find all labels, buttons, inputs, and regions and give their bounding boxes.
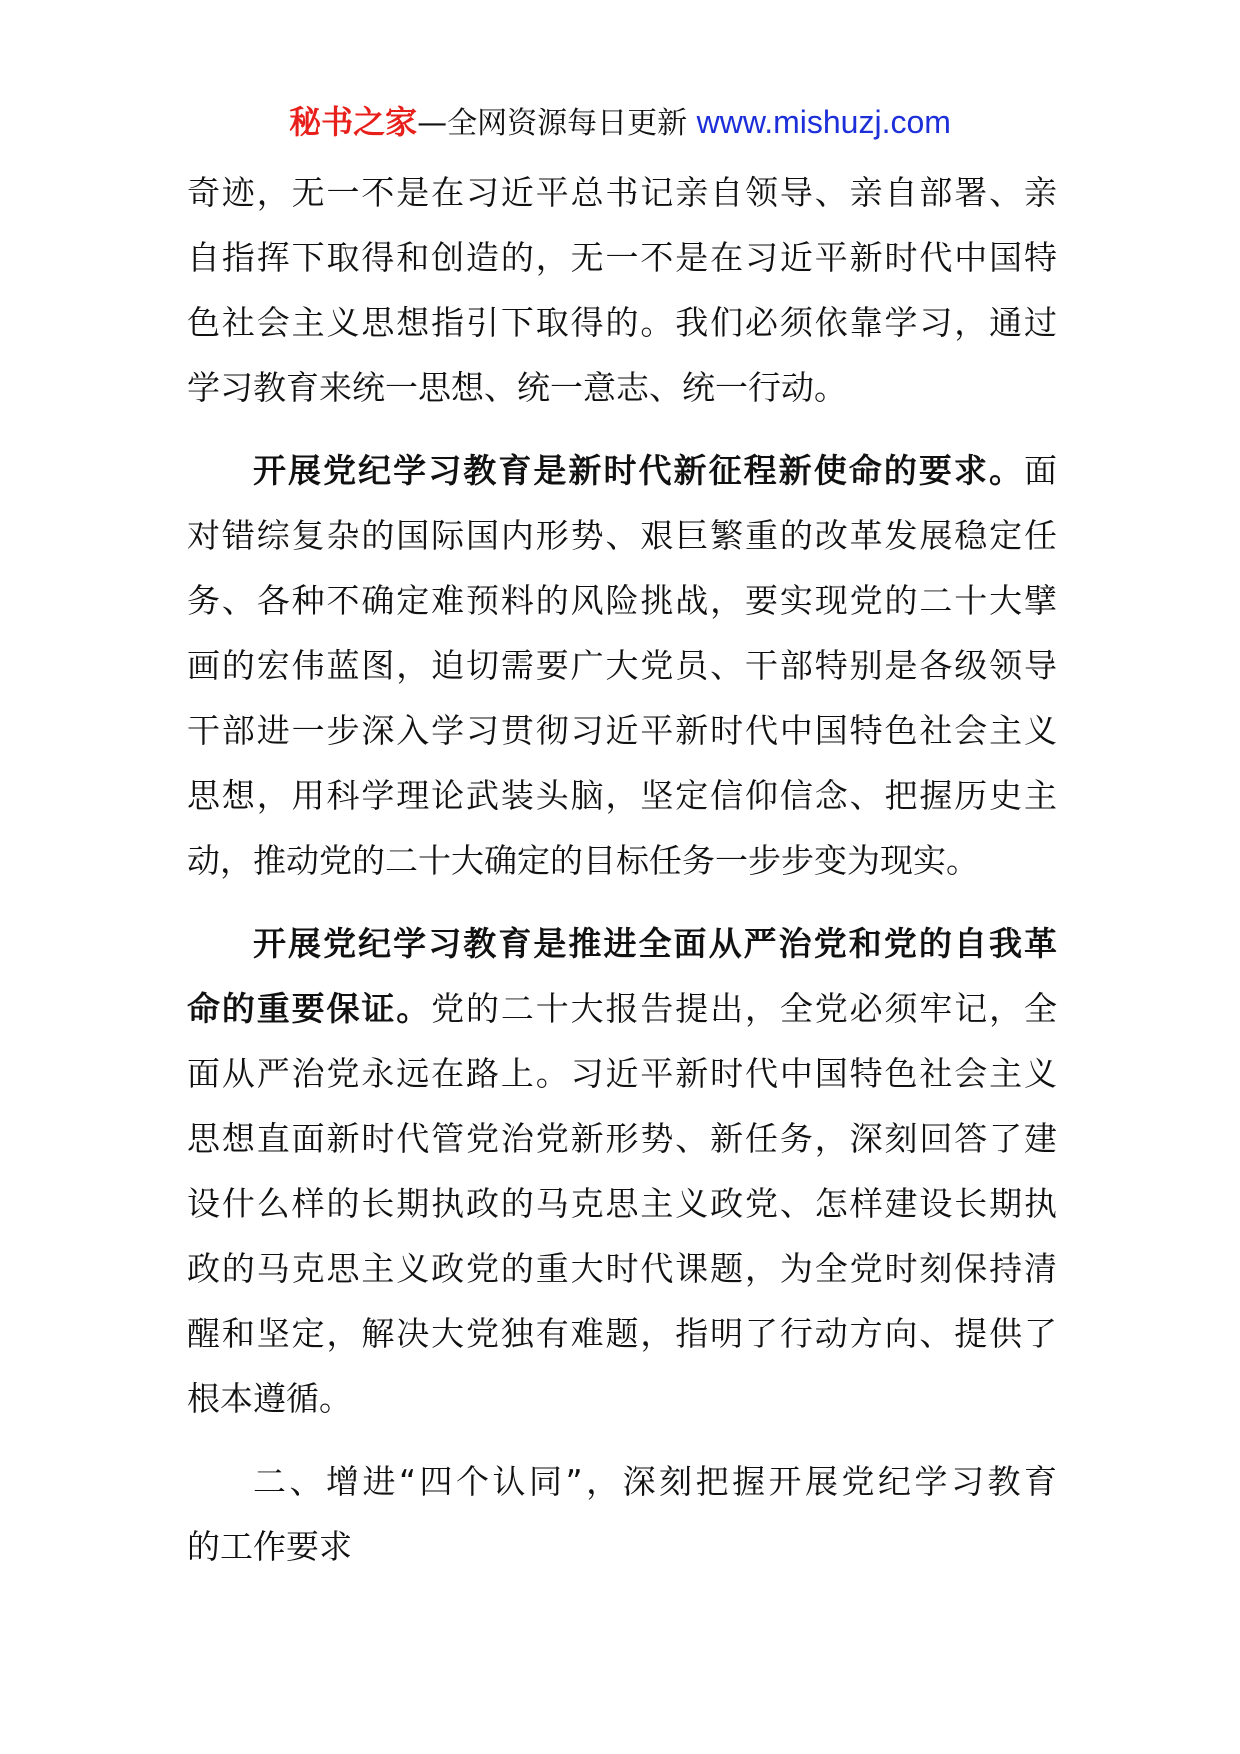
text-line: 色社会主义思想指引下取得的。我们必须依靠学习，通过	[187, 303, 1057, 342]
text-line: 政的马克思主义政党的重大时代课题，为全党时刻保持清	[187, 1249, 1057, 1288]
text-line: 动，推动党的二十大确定的目标任务一步步变为现实。	[187, 841, 979, 880]
text-line: 学习教育来统一思想、统一意志、统一行动。	[187, 368, 847, 407]
text-line: 思想，用科学理论武装头脑，坚定信仰信念、把握历史主	[187, 776, 1057, 815]
site-tagline: —全网资源每日更新	[417, 106, 697, 141]
text-line: 二、增进“四个认同”，深刻把握开展党纪学习教育	[253, 1462, 1057, 1501]
text-line: 奇迹，无一不是在习近平总书记亲自领导、亲自部署、亲	[187, 173, 1057, 212]
paragraph-2	[187, 438, 1057, 893]
bold-heading: 开展党纪学习教育是新时代新征程新使命的要求。	[253, 451, 1024, 490]
site-name: 秘书之家	[289, 103, 418, 141]
text-line: 设什么样的长期执政的马克思主义政党、怎样建设长期执	[187, 1184, 1057, 1223]
text-line: 干部进一步深入学习贯彻习近平新时代中国特色社会主义	[187, 711, 1057, 750]
text-line: 的工作要求	[187, 1527, 352, 1566]
text-line: 根本遵循。	[187, 1379, 352, 1418]
bold-heading: 命的重要保证。	[187, 989, 432, 1028]
section-heading	[187, 1449, 1057, 1579]
text-line: 对错综复杂的国际国内形势、艰巨繁重的改革发展稳定任	[187, 516, 1057, 555]
bold-heading: 开展党纪学习教育是推进全面从严治党和党的自我革	[253, 924, 1057, 963]
text-line: 开展党纪学习教育是新时代新征程新使命的要求。面	[253, 451, 1057, 490]
paragraph-1	[187, 160, 1057, 420]
text-line: 画的宏伟蓝图，迫切需要广大党员、干部特别是各级领导	[187, 646, 1057, 685]
document-body	[187, 160, 1057, 1579]
text-line: 命的重要保证。党的二十大报告提出，全党必须牢记，全	[187, 989, 1057, 1028]
paragraph-3	[187, 911, 1057, 1431]
text-line: 醒和坚定，解决大党独有难题，指明了行动方向、提供了	[187, 1314, 1057, 1353]
site-url-link[interactable]: www.mishuzj.com	[696, 104, 951, 140]
text-line	[187, 911, 1057, 976]
text-line: 务、各种不确定难预料的风险挑战，要实现党的二十大擘	[187, 581, 1057, 620]
text-line: 自指挥下取得和创造的，无一不是在习近平新时代中国特	[187, 238, 1057, 277]
text-line: 思想直面新时代管党治党新形势、新任务，深刻回答了建	[187, 1119, 1057, 1158]
page-header	[0, 100, 1240, 146]
text-line: 面从严治党永远在路上。习近平新时代中国特色社会主义	[187, 1054, 1057, 1093]
